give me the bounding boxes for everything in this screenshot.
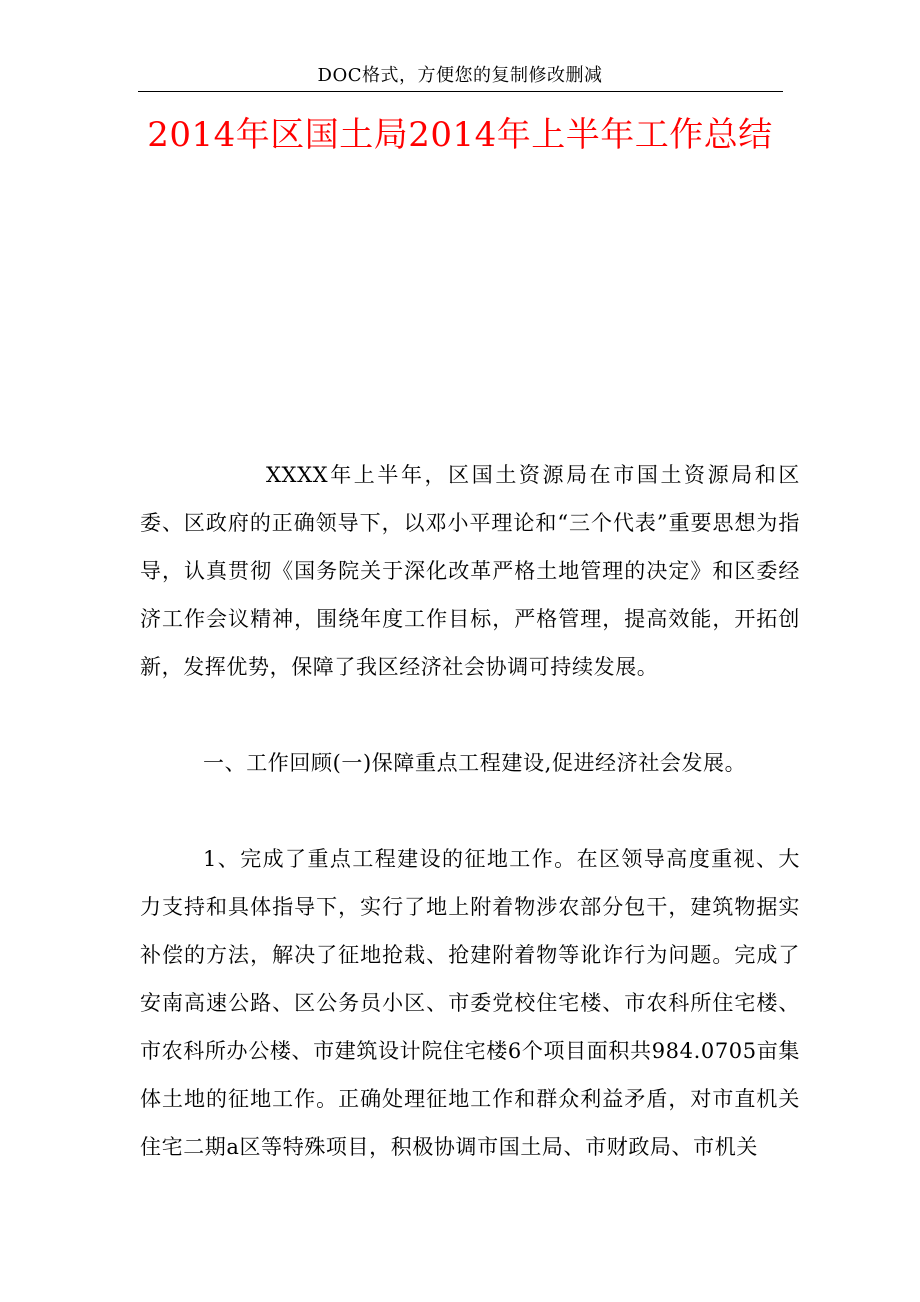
page-header-text: DOC格式，方便您的复制修改删减	[317, 65, 603, 86]
intro-paragraph: XXXX年上半年，区国土资源局在市国土资源局和区委、区政府的正确领导下，以邓小平理论和“三个代表”重要思想为指导，认真贯彻《国务院关于深化改革严格土地管理的决定》和区委经济工作会议精神，围绕年度工作目标，严格管理，提高效能，开拓创新，发挥优势，保障了我区经济社会协调可持续发展。	[140, 463, 800, 679]
section-heading: 一、工作回顾(一)保障重点工程建设,促进经济社会发展。	[203, 751, 747, 775]
body-paragraph: 1、完成了重点工程建设的征地工作。在区领导高度重视、大力支持和具体指导下，实行了地上附着物涉农部分包干，建筑物据实补偿的方法，解决了征地抢栽、抢建附着物等讹诈行为问题。完成了安南高速公路、区公务员小区、市委党校住宅楼、市农科所住宅楼、市农科所办公楼、市建筑设计院住宅楼6个项目面积共984.0705亩集体土地的征地工作。正确处理征地工作和群众利益矛盾，对市直机关住宅二期a区等特殊项目，积极协调市国土局、市财政局、市机关	[140, 847, 800, 1159]
document-title: 2014年区国土局2014年上半年工作总结	[147, 115, 773, 155]
header-divider	[138, 91, 783, 92]
